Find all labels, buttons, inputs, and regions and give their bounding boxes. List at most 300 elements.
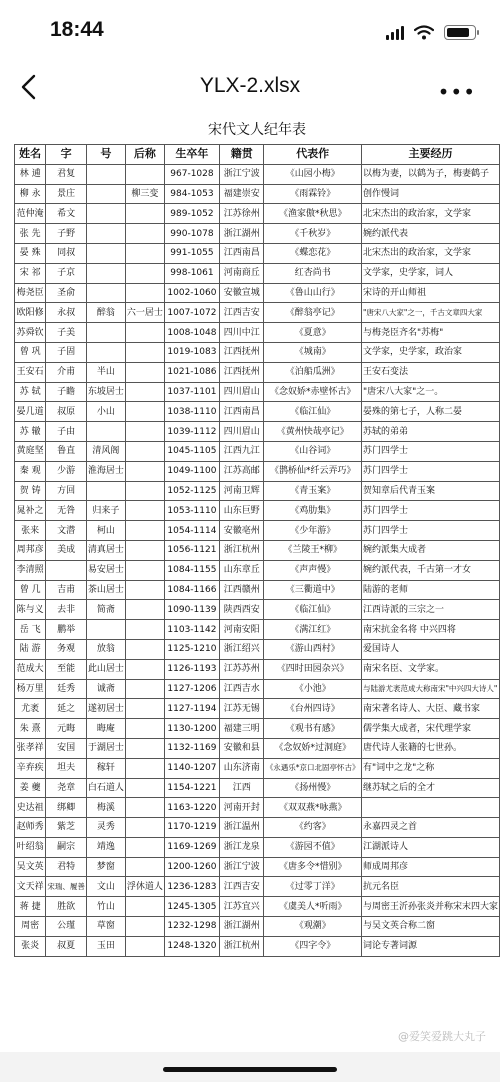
table-row[interactable] xyxy=(15,540,500,560)
table-cell[interactable]: 1052-1125 xyxy=(164,481,219,501)
table-cell[interactable]: 少游 xyxy=(46,461,87,481)
table-cell[interactable]: 1007-1072 xyxy=(164,303,219,323)
table-row[interactable] xyxy=(15,639,500,659)
table-cell[interactable]: 991-1055 xyxy=(164,243,219,263)
table-cell[interactable]: 浙江杭州 xyxy=(219,936,263,956)
table-cell[interactable]: 《泊船瓜洲》 xyxy=(264,362,362,382)
table-cell[interactable]: 《约客》 xyxy=(264,818,362,838)
table-cell[interactable]: 秦 观 xyxy=(15,461,46,481)
table-cell[interactable]: 1232-1298 xyxy=(164,917,219,937)
table-cell[interactable]: 陆游的老师 xyxy=(361,580,499,600)
table-row[interactable] xyxy=(15,382,500,402)
table-cell[interactable]: 《虞美人*听雨》 xyxy=(264,897,362,917)
table-cell[interactable]: 《观潮》 xyxy=(264,917,362,937)
table-cell[interactable] xyxy=(86,204,125,224)
table-cell[interactable]: 安国 xyxy=(46,738,87,758)
table-cell[interactable]: 1200-1260 xyxy=(164,857,219,877)
table-cell[interactable]: 《小池》 xyxy=(264,679,362,699)
table-cell[interactable]: 苏舜钦 xyxy=(15,323,46,343)
table-cell[interactable] xyxy=(125,659,164,679)
column-header[interactable]: 生卒年 xyxy=(164,145,219,165)
table-cell[interactable]: 鹏举 xyxy=(46,620,87,640)
table-cell[interactable]: 务观 xyxy=(46,639,87,659)
table-cell[interactable]: 婉约派代表，千古第一才女 xyxy=(361,560,499,580)
table-cell[interactable]: 同叔 xyxy=(46,243,87,263)
table-cell[interactable]: 延之 xyxy=(46,699,87,719)
table-cell[interactable] xyxy=(125,481,164,501)
table-cell[interactable]: 《鸡肋集》 xyxy=(264,501,362,521)
table-cell[interactable]: 《夏意》 xyxy=(264,323,362,343)
table-cell[interactable]: 1170-1219 xyxy=(164,818,219,838)
table-cell[interactable]: 1248-1320 xyxy=(164,936,219,956)
table-cell[interactable] xyxy=(125,224,164,244)
table-cell[interactable]: 梅溪 xyxy=(86,798,125,818)
table-cell[interactable]: 1054-1114 xyxy=(164,521,219,541)
table-cell[interactable]: 淮海居士 xyxy=(86,461,125,481)
table-cell[interactable] xyxy=(125,719,164,739)
table-cell[interactable]: 张 先 xyxy=(15,224,46,244)
table-cell[interactable]: 1125-1210 xyxy=(164,639,219,659)
more-options-icon[interactable]: ••• xyxy=(437,80,476,104)
table-cell[interactable]: 陆 游 xyxy=(15,639,46,659)
table-cell[interactable]: 放翁 xyxy=(86,639,125,659)
table-cell[interactable]: 灵秀 xyxy=(86,818,125,838)
table-cell[interactable]: 《雨霖铃》 xyxy=(264,184,362,204)
table-cell[interactable]: 河南商丘 xyxy=(219,263,263,283)
table-row[interactable] xyxy=(15,837,500,857)
table-cell[interactable] xyxy=(125,323,164,343)
table-cell[interactable]: 清风阁 xyxy=(86,441,125,461)
table-cell[interactable] xyxy=(125,382,164,402)
table-cell[interactable]: 竹山 xyxy=(86,897,125,917)
table-cell[interactable]: 爱国诗人 xyxy=(361,639,499,659)
table-cell[interactable]: 1245-1305 xyxy=(164,897,219,917)
table-cell[interactable] xyxy=(125,837,164,857)
table-cell[interactable]: 1039-1112 xyxy=(164,422,219,442)
table-cell[interactable]: 易安居士 xyxy=(86,560,125,580)
table-cell[interactable]: 1127-1206 xyxy=(164,679,219,699)
table-cell[interactable]: 周邦彦 xyxy=(15,540,46,560)
table-cell[interactable]: 《满江红》 xyxy=(264,620,362,640)
table-row[interactable] xyxy=(15,342,500,362)
table-row[interactable] xyxy=(15,481,500,501)
table-cell[interactable] xyxy=(125,758,164,778)
table-cell[interactable]: 《观书有感》 xyxy=(264,719,362,739)
table-cell[interactable]: 婉约派代表 xyxy=(361,224,499,244)
table-row[interactable] xyxy=(15,758,500,778)
table-cell[interactable] xyxy=(125,164,164,184)
table-cell[interactable]: 浙江绍兴 xyxy=(219,639,263,659)
table-cell[interactable]: 儒学集大成者，宋代理学家 xyxy=(361,719,499,739)
table-cell[interactable]: 白石道人 xyxy=(86,778,125,798)
table-cell[interactable]: 稼轩 xyxy=(86,758,125,778)
table-cell[interactable] xyxy=(86,164,125,184)
table-row[interactable] xyxy=(15,461,500,481)
table-cell[interactable]: 984-1053 xyxy=(164,184,219,204)
table-row[interactable] xyxy=(15,659,500,679)
table-cell[interactable]: 南宋抗金名将 中兴四将 xyxy=(361,620,499,640)
table-cell[interactable]: 吉甫 xyxy=(46,580,87,600)
table-cell[interactable]: 子固 xyxy=(46,342,87,362)
table-cell[interactable]: 叔夏 xyxy=(46,936,87,956)
table-cell[interactable]: 玉田 xyxy=(86,936,125,956)
table-cell[interactable]: 《扬州慢》 xyxy=(264,778,362,798)
table-cell[interactable]: 赵师秀 xyxy=(15,818,46,838)
table-cell[interactable]: 吴文英 xyxy=(15,857,46,877)
table-row[interactable] xyxy=(15,620,500,640)
table-cell[interactable]: 曾 几 xyxy=(15,580,46,600)
table-cell[interactable]: "唐宋八大家"之一。 xyxy=(361,382,499,402)
table-cell[interactable] xyxy=(125,798,164,818)
table-cell[interactable]: 1021-1086 xyxy=(164,362,219,382)
table-cell[interactable]: 1037-1101 xyxy=(164,382,219,402)
table-cell[interactable]: 柯山 xyxy=(86,521,125,541)
table-cell[interactable]: 《四字令》 xyxy=(264,936,362,956)
table-cell[interactable]: 江西南昌 xyxy=(219,402,263,422)
table-cell[interactable]: 唐代诗人张籍的七世孙。 xyxy=(361,738,499,758)
table-cell[interactable]: 《鹊桥仙*纤云弄巧》 xyxy=(264,461,362,481)
table-cell[interactable]: 子由 xyxy=(46,422,87,442)
table-cell[interactable]: 柳 永 xyxy=(15,184,46,204)
table-cell[interactable]: 1169-1269 xyxy=(164,837,219,857)
table-row[interactable] xyxy=(15,699,500,719)
table-cell[interactable]: 有"词中之龙"之称 xyxy=(361,758,499,778)
table-cell[interactable]: 1084-1166 xyxy=(164,580,219,600)
table-cell[interactable] xyxy=(86,323,125,343)
table-cell[interactable] xyxy=(125,818,164,838)
table-cell[interactable]: 嗣宗 xyxy=(46,837,87,857)
table-cell[interactable]: 坦夫 xyxy=(46,758,87,778)
table-cell[interactable] xyxy=(86,283,125,303)
table-cell[interactable]: 苏门四学士 xyxy=(361,521,499,541)
table-cell[interactable] xyxy=(125,917,164,937)
table-cell[interactable]: 永嘉四灵之首 xyxy=(361,818,499,838)
table-cell[interactable]: 江苏徐州 xyxy=(219,204,263,224)
table-cell[interactable] xyxy=(86,243,125,263)
table-row[interactable] xyxy=(15,184,500,204)
table-cell[interactable]: 半山 xyxy=(86,362,125,382)
table-cell[interactable]: 苏轼的弟弟 xyxy=(361,422,499,442)
table-cell[interactable]: 998-1061 xyxy=(164,263,219,283)
table-row[interactable] xyxy=(15,422,500,442)
table-row[interactable] xyxy=(15,283,500,303)
table-cell[interactable]: 陕西西安 xyxy=(219,600,263,620)
table-cell[interactable]: 《黄州快哉亭记》 xyxy=(264,422,362,442)
table-cell[interactable]: 曾 巩 xyxy=(15,342,46,362)
table-cell[interactable]: 1140-1207 xyxy=(164,758,219,778)
table-row[interactable] xyxy=(15,441,500,461)
table-cell[interactable]: 江西抚州 xyxy=(219,342,263,362)
table-cell[interactable]: 《醉翁亭记》 xyxy=(264,303,362,323)
table-cell[interactable]: 《念奴娇*赤壁怀古》 xyxy=(264,382,362,402)
table-cell[interactable]: 词论专著词源 xyxy=(361,936,499,956)
table-cell[interactable]: 公瑾 xyxy=(46,917,87,937)
table-cell[interactable]: 晏 殊 xyxy=(15,243,46,263)
table-cell[interactable]: 陈与义 xyxy=(15,600,46,620)
table-cell[interactable]: 《念奴娇*过洞庭》 xyxy=(264,738,362,758)
table-cell[interactable] xyxy=(125,600,164,620)
table-cell[interactable]: 王安石变法 xyxy=(361,362,499,382)
table-row[interactable] xyxy=(15,560,500,580)
table-cell[interactable] xyxy=(125,243,164,263)
table-cell[interactable]: 江西诗派的三宗之一 xyxy=(361,600,499,620)
table-row[interactable] xyxy=(15,936,500,956)
table-cell[interactable]: 河南开封 xyxy=(219,798,263,818)
table-cell[interactable]: 宋诗的开山师祖 xyxy=(361,283,499,303)
table-cell[interactable]: 君特 xyxy=(46,857,87,877)
table-cell[interactable]: 南宋名臣、文学家。 xyxy=(361,659,499,679)
table-cell[interactable]: 此山居士 xyxy=(86,659,125,679)
table-cell[interactable]: 圣俞 xyxy=(46,283,87,303)
table-cell[interactable]: 福建崇安 xyxy=(219,184,263,204)
table-cell[interactable]: 《永遇乐*京口北固亭怀古》 xyxy=(264,758,362,778)
table-cell[interactable]: 梅尧臣 xyxy=(15,283,46,303)
table-cell[interactable] xyxy=(125,679,164,699)
table-cell[interactable]: 苏门四学士 xyxy=(361,501,499,521)
spreadsheet-view[interactable] xyxy=(0,112,500,1052)
table-cell[interactable]: 江西九江 xyxy=(219,441,263,461)
table-cell[interactable]: 山东章丘 xyxy=(219,560,263,580)
table-cell[interactable]: 张孝祥 xyxy=(15,738,46,758)
table-cell[interactable]: 1126-1193 xyxy=(164,659,219,679)
table-cell[interactable]: 梦窗 xyxy=(86,857,125,877)
table-cell[interactable]: 文山 xyxy=(86,877,125,897)
table-cell[interactable] xyxy=(125,342,164,362)
table-cell[interactable]: 苏 辙 xyxy=(15,422,46,442)
table-cell[interactable]: 江西南昌 xyxy=(219,243,263,263)
table-cell[interactable] xyxy=(125,560,164,580)
table-cell[interactable]: 1236-1283 xyxy=(164,877,219,897)
table-cell[interactable]: 景庄 xyxy=(46,184,87,204)
table-cell[interactable]: 叔原 xyxy=(46,402,87,422)
table-cell[interactable]: 《三衢道中》 xyxy=(264,580,362,600)
table-cell[interactable]: 辛弃疾 xyxy=(15,758,46,778)
table-cell[interactable]: 江苏苏州 xyxy=(219,659,263,679)
table-row[interactable] xyxy=(15,580,500,600)
table-cell[interactable] xyxy=(86,620,125,640)
table-cell[interactable]: 山东济南 xyxy=(219,758,263,778)
table-cell[interactable]: 1103-1142 xyxy=(164,620,219,640)
column-header[interactable]: 主要经历 xyxy=(361,145,499,165)
table-cell[interactable]: 绑卿 xyxy=(46,798,87,818)
table-cell[interactable]: 《渔家傲*秋思》 xyxy=(264,204,362,224)
table-cell[interactable]: 胜欲 xyxy=(46,897,87,917)
table-cell[interactable]: 《蝶恋花》 xyxy=(264,243,362,263)
table-cell[interactable] xyxy=(125,639,164,659)
table-cell[interactable]: 文潜 xyxy=(46,521,87,541)
table-cell[interactable]: 浙江宁波 xyxy=(219,164,263,184)
table-cell[interactable]: 《千秋岁》 xyxy=(264,224,362,244)
table-row[interactable] xyxy=(15,224,500,244)
table-cell[interactable]: 子野 xyxy=(46,224,87,244)
table-cell[interactable]: 苏门四学士 xyxy=(361,461,499,481)
table-cell[interactable]: 与周密王沂孙张炎并称宋末四大家 xyxy=(361,897,499,917)
table-cell[interactable]: 以梅为妻，以鹤为子，梅妻鹤子 xyxy=(361,164,499,184)
table-cell[interactable] xyxy=(86,342,125,362)
table-cell[interactable]: 1163-1220 xyxy=(164,798,219,818)
table-row[interactable] xyxy=(15,323,500,343)
table-cell[interactable]: 1049-1100 xyxy=(164,461,219,481)
table-cell[interactable]: 江西 xyxy=(219,778,263,798)
table-row[interactable] xyxy=(15,521,500,541)
table-cell[interactable]: 1154-1221 xyxy=(164,778,219,798)
table-cell[interactable]: 姜 夔 xyxy=(15,778,46,798)
table-cell[interactable]: 江苏高邮 xyxy=(219,461,263,481)
table-row[interactable] xyxy=(15,362,500,382)
table-cell[interactable]: 无咎 xyxy=(46,501,87,521)
table-cell[interactable]: 江西赣州 xyxy=(219,580,263,600)
table-cell[interactable] xyxy=(86,224,125,244)
table-cell[interactable]: 紫芝 xyxy=(46,818,87,838)
table-row[interactable] xyxy=(15,204,500,224)
table-cell[interactable] xyxy=(125,283,164,303)
table-cell[interactable]: 贺知章后代青玉案 xyxy=(361,481,499,501)
table-cell[interactable]: 于湖居士 xyxy=(86,738,125,758)
table-cell[interactable]: 《临江仙》 xyxy=(264,600,362,620)
table-cell[interactable]: 《游山西村》 xyxy=(264,639,362,659)
table-cell[interactable] xyxy=(125,699,164,719)
table-cell[interactable]: 浙江宁波 xyxy=(219,857,263,877)
table-cell[interactable]: 989-1052 xyxy=(164,204,219,224)
table-cell[interactable]: 子美 xyxy=(46,323,87,343)
table-cell[interactable]: 江苏无锡 xyxy=(219,699,263,719)
table-cell[interactable] xyxy=(125,897,164,917)
table-cell[interactable]: 《游园不值》 xyxy=(264,837,362,857)
table-cell[interactable]: 《山园小梅》 xyxy=(264,164,362,184)
table-cell[interactable]: 东坡居士 xyxy=(86,382,125,402)
table-cell[interactable]: 继苏轼之后的全才 xyxy=(361,778,499,798)
table-cell[interactable]: "唐宋八大家"之一，千古文章四大家 xyxy=(361,303,499,323)
table-cell[interactable]: 晦庵 xyxy=(86,719,125,739)
table-cell[interactable]: 1090-1139 xyxy=(164,600,219,620)
table-cell[interactable]: 《兰陵王*柳》 xyxy=(264,540,362,560)
table-cell[interactable]: 叶绍翁 xyxy=(15,837,46,857)
table-cell[interactable]: 范仲淹 xyxy=(15,204,46,224)
table-cell[interactable]: 子京 xyxy=(46,263,87,283)
table-cell[interactable] xyxy=(125,738,164,758)
column-header[interactable]: 籍贯 xyxy=(219,145,263,165)
table-cell[interactable]: 安徽亳州 xyxy=(219,521,263,541)
table-cell[interactable] xyxy=(125,441,164,461)
table-row[interactable] xyxy=(15,263,500,283)
table-cell[interactable]: 晁补之 xyxy=(15,501,46,521)
table-row[interactable] xyxy=(15,719,500,739)
table-cell[interactable]: 遂初居士 xyxy=(86,699,125,719)
table-row[interactable] xyxy=(15,738,500,758)
table-cell[interactable]: 安徽和县 xyxy=(219,738,263,758)
table-cell[interactable] xyxy=(125,620,164,640)
table-cell[interactable]: 河南卫辉 xyxy=(219,481,263,501)
table-cell[interactable]: 四川眉山 xyxy=(219,422,263,442)
column-header[interactable]: 姓名 xyxy=(15,145,46,165)
table-cell[interactable]: 苏门四学士 xyxy=(361,441,499,461)
table-cell[interactable]: 江湖派诗人 xyxy=(361,837,499,857)
table-cell[interactable]: 鲁直 xyxy=(46,441,87,461)
table-cell[interactable]: 晏几道 xyxy=(15,402,46,422)
table-cell[interactable] xyxy=(46,560,87,580)
table-cell[interactable]: 浙江湖州 xyxy=(219,917,263,937)
table-cell[interactable] xyxy=(125,461,164,481)
table-cell[interactable]: 《台州四诗》 xyxy=(264,699,362,719)
table-cell[interactable]: 江苏宜兴 xyxy=(219,897,263,917)
table-row[interactable] xyxy=(15,402,500,422)
table-cell[interactable]: 醉翁 xyxy=(86,303,125,323)
table-cell[interactable]: 《青玉案》 xyxy=(264,481,362,501)
table-cell[interactable]: 岳 飞 xyxy=(15,620,46,640)
table-cell[interactable]: 方回 xyxy=(46,481,87,501)
table-cell[interactable]: 贺 铸 xyxy=(15,481,46,501)
table-cell[interactable]: 1045-1105 xyxy=(164,441,219,461)
table-cell[interactable]: 1084-1155 xyxy=(164,560,219,580)
table-cell[interactable]: 浙江杭州 xyxy=(219,540,263,560)
table-cell[interactable]: 1132-1169 xyxy=(164,738,219,758)
table-cell[interactable]: 草窗 xyxy=(86,917,125,937)
table-cell[interactable]: 《过零丁洋》 xyxy=(264,877,362,897)
table-cell[interactable]: 浙江龙泉 xyxy=(219,837,263,857)
table-cell[interactable]: 与梅尧臣齐名"苏梅" xyxy=(361,323,499,343)
table-cell[interactable]: 靖逸 xyxy=(86,837,125,857)
table-cell[interactable]: 林 逋 xyxy=(15,164,46,184)
table-cell[interactable]: 简斋 xyxy=(86,600,125,620)
table-cell[interactable]: 1053-1110 xyxy=(164,501,219,521)
table-cell[interactable] xyxy=(125,362,164,382)
table-cell[interactable]: 廷秀 xyxy=(46,679,87,699)
table-cell[interactable]: 南宋著名诗人、大臣、藏书家 xyxy=(361,699,499,719)
table-cell[interactable]: 与吴文英合称二窗 xyxy=(361,917,499,937)
table-cell[interactable] xyxy=(125,521,164,541)
table-cell[interactable] xyxy=(125,857,164,877)
table-cell[interactable]: 安徽宣城 xyxy=(219,283,263,303)
table-cell[interactable] xyxy=(361,798,499,818)
table-cell[interactable] xyxy=(86,422,125,442)
table-cell[interactable]: 967-1028 xyxy=(164,164,219,184)
table-cell[interactable] xyxy=(86,263,125,283)
table-cell[interactable]: 福建三明 xyxy=(219,719,263,739)
table-cell[interactable]: 《四时田园杂兴》 xyxy=(264,659,362,679)
table-cell[interactable]: 君复 xyxy=(46,164,87,184)
table-cell[interactable]: 诚斋 xyxy=(86,679,125,699)
table-row[interactable] xyxy=(15,877,500,897)
table-cell[interactable]: 创作慢词 xyxy=(361,184,499,204)
table-cell[interactable]: 四川眉山 xyxy=(219,382,263,402)
table-row[interactable] xyxy=(15,818,500,838)
table-row[interactable] xyxy=(15,897,500,917)
table-cell[interactable]: 1008-1048 xyxy=(164,323,219,343)
table-cell[interactable]: 元晦 xyxy=(46,719,87,739)
table-cell[interactable]: 1056-1121 xyxy=(164,540,219,560)
table-cell[interactable]: 希文 xyxy=(46,204,87,224)
table-cell[interactable]: 史达祖 xyxy=(15,798,46,818)
table-cell[interactable]: 文学家，史学家，词人 xyxy=(361,263,499,283)
table-cell[interactable]: 浙江湖州 xyxy=(219,224,263,244)
table-cell[interactable]: 文天祥 xyxy=(15,877,46,897)
table-cell[interactable]: 婉约派集大成者 xyxy=(361,540,499,560)
table-cell[interactable]: 尤袤 xyxy=(15,699,46,719)
table-row[interactable] xyxy=(15,243,500,263)
table-cell[interactable]: 江西吉水 xyxy=(219,679,263,699)
table-cell[interactable]: 归来子 xyxy=(86,501,125,521)
table-cell[interactable]: 王安石 xyxy=(15,362,46,382)
table-cell[interactable] xyxy=(125,402,164,422)
table-cell[interactable]: 河南安阳 xyxy=(219,620,263,640)
table-cell[interactable]: 《临江仙》 xyxy=(264,402,362,422)
table-cell[interactable]: 江西吉安 xyxy=(219,877,263,897)
table-cell[interactable]: 张来 xyxy=(15,521,46,541)
table-cell[interactable] xyxy=(125,936,164,956)
table-cell[interactable]: 周密 xyxy=(15,917,46,937)
column-header[interactable]: 后称 xyxy=(125,145,164,165)
table-cell[interactable]: 1002-1060 xyxy=(164,283,219,303)
